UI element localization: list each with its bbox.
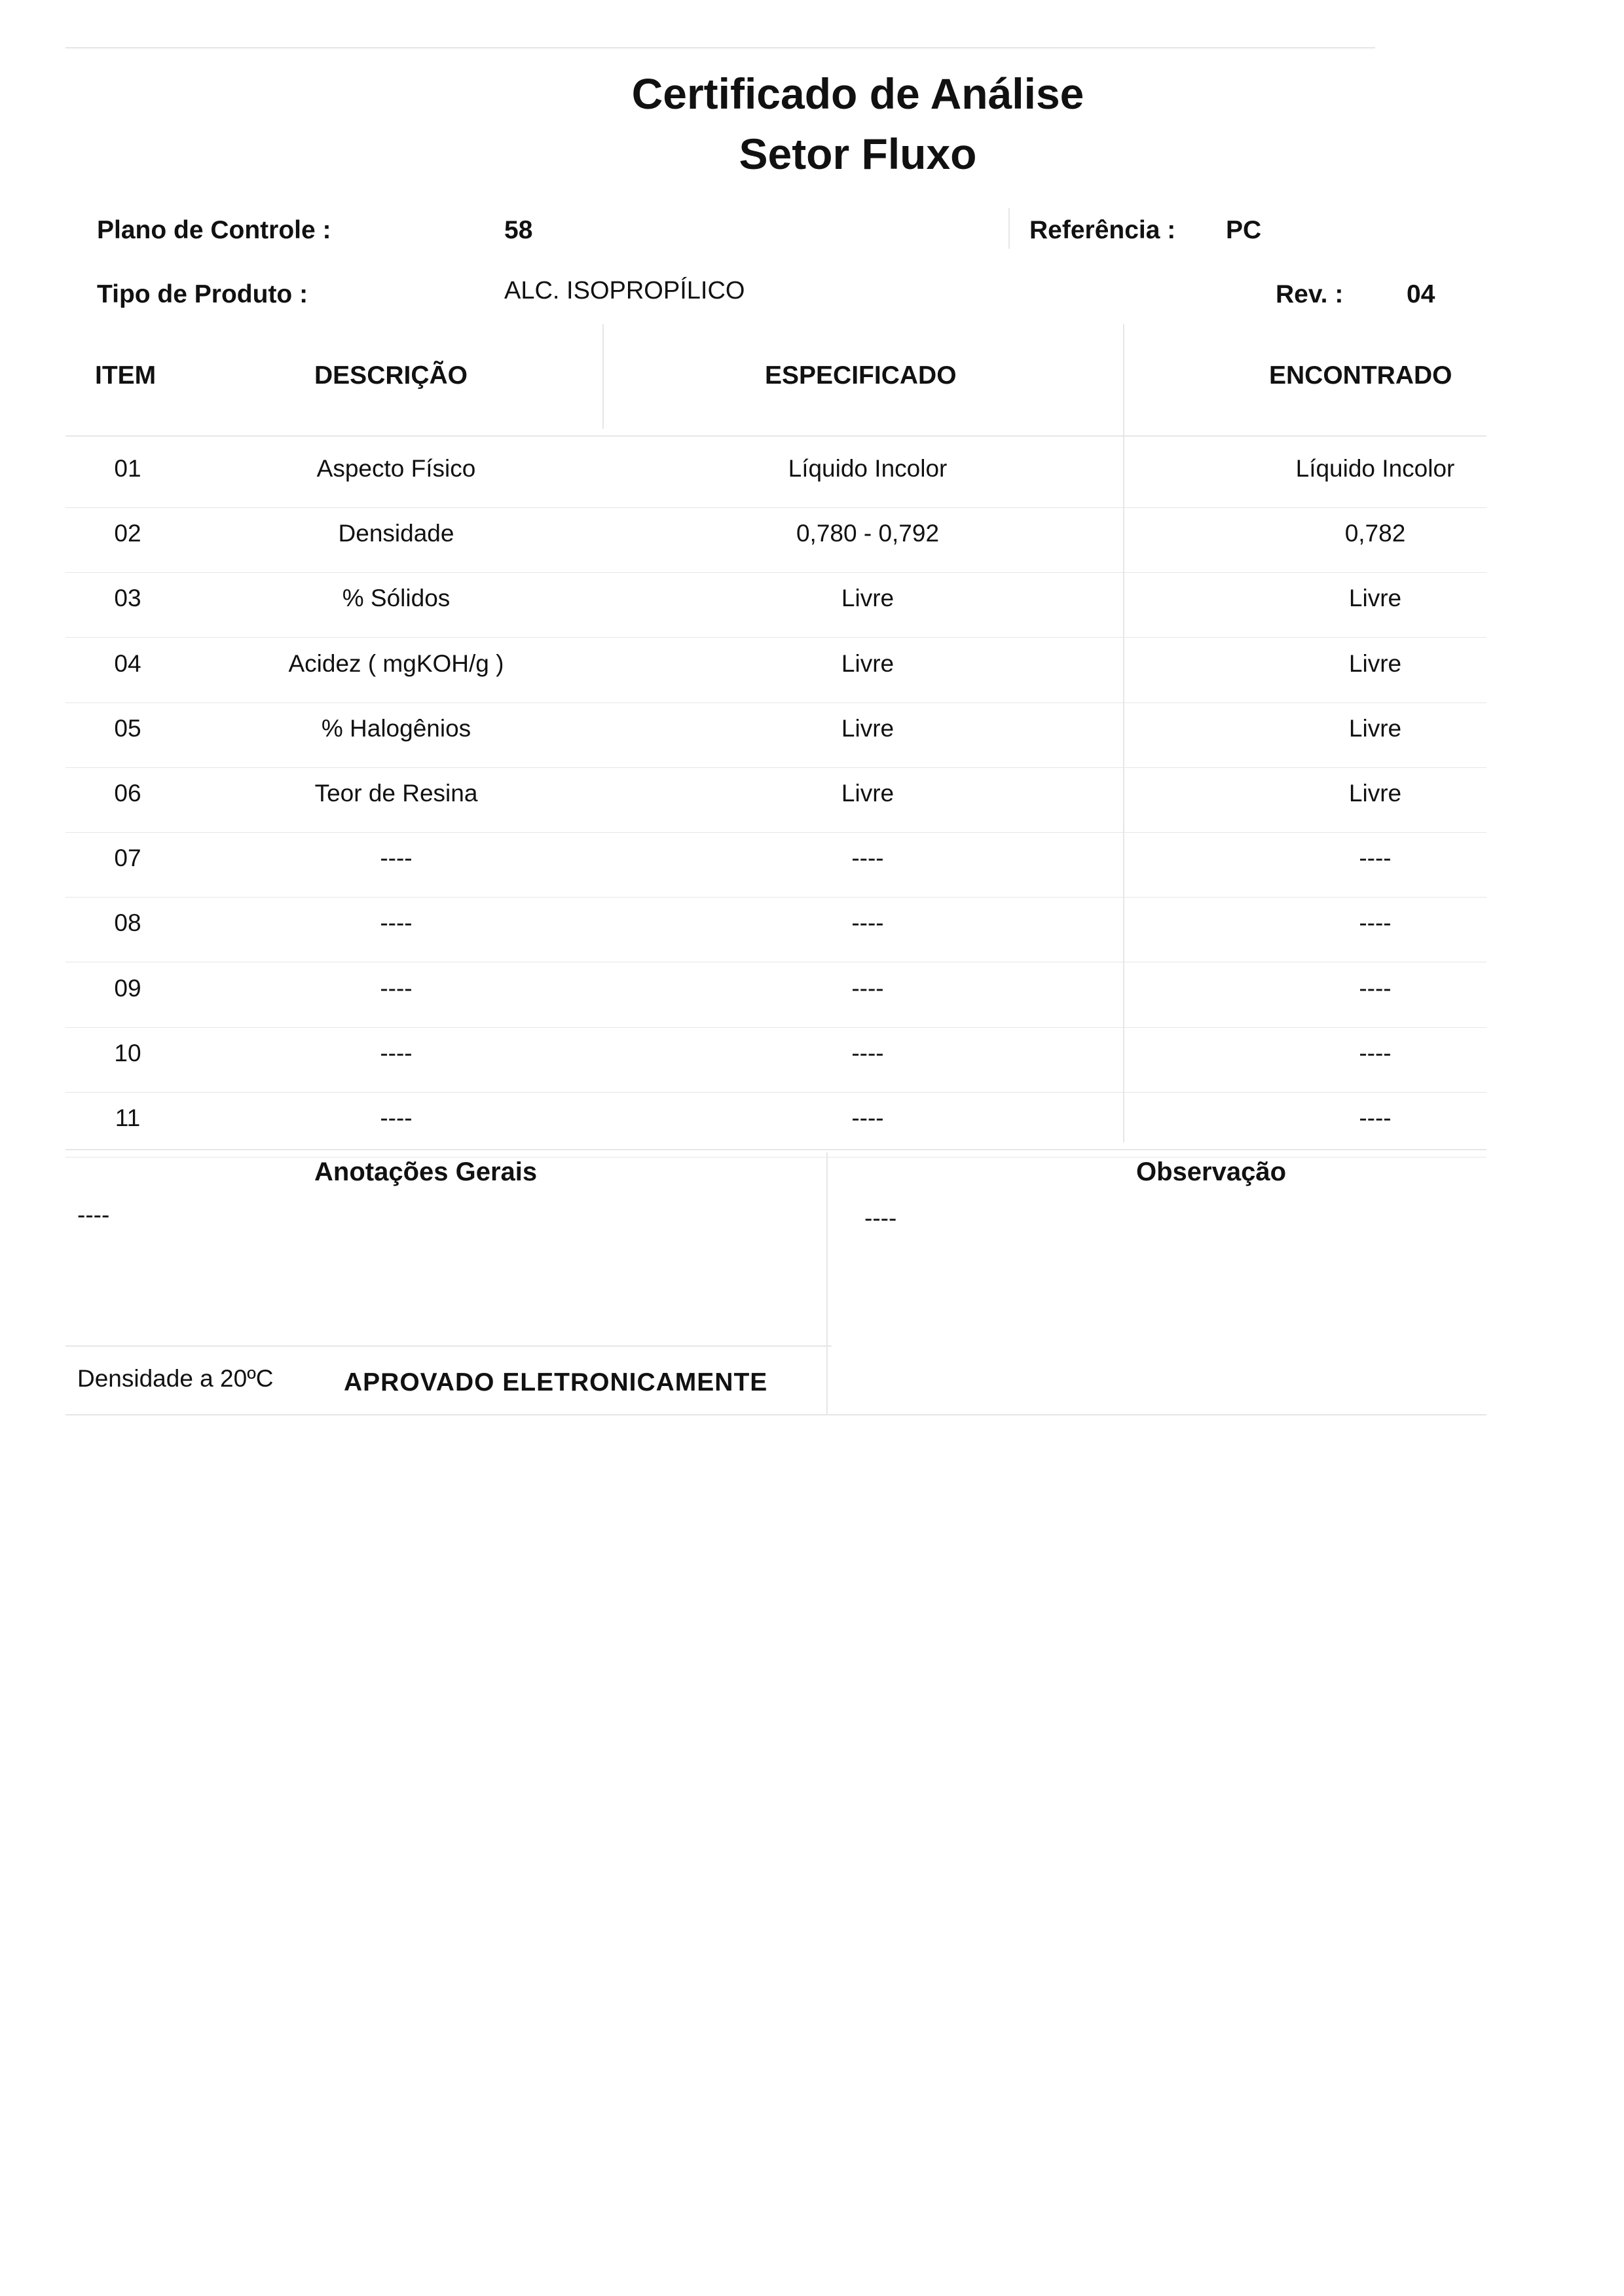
document-title: Certificado de Análise (631, 69, 1084, 118)
cell-encontrado: Livre (1348, 714, 1402, 742)
observacao-label: Observação (1136, 1157, 1287, 1186)
rev-label: Rev. : (1276, 280, 1344, 308)
cell-especificado: 0,780 - 0,792 (796, 520, 940, 547)
divider (65, 1345, 832, 1347)
cell-encontrado: Livre (1348, 585, 1402, 612)
row-divider (65, 637, 1486, 638)
column-header-encontrado: ENCONTRADO (1269, 361, 1452, 390)
divider (65, 1149, 1486, 1150)
observacao-value: ---- (864, 1205, 897, 1231)
cell-item: 07 (114, 845, 141, 872)
footer-note: Densidade a 20ºC (77, 1365, 274, 1392)
referencia-label: Referência : (1029, 216, 1176, 244)
plano-value: 58 (504, 216, 533, 244)
cell-especificado: Livre (841, 649, 895, 677)
referencia-value: PC (1226, 216, 1262, 244)
cell-item: 08 (114, 909, 141, 937)
cell-especificado: Livre (841, 585, 895, 612)
cell-descricao: % Sólidos (342, 585, 451, 612)
row-divider (65, 767, 1486, 768)
cell-encontrado: ---- (1359, 845, 1392, 872)
cell-encontrado: Livre (1348, 780, 1402, 807)
rev-value: 04 (1407, 280, 1435, 308)
cell-item: 06 (114, 780, 141, 807)
tipo-label: Tipo de Produto : (97, 280, 308, 308)
cell-item: 01 (114, 455, 141, 482)
cell-descricao: Acidez ( mgKOH/g ) (288, 649, 504, 677)
cell-encontrado: 0,782 (1344, 520, 1406, 547)
cell-especificado: ---- (851, 1039, 884, 1066)
cell-descricao: ---- (380, 974, 413, 1002)
approval-stamp: APROVADO ELETRONICAMENTE (344, 1368, 768, 1396)
cell-descricao: ---- (380, 1104, 413, 1131)
cell-item: 09 (114, 974, 141, 1002)
divider (1008, 208, 1010, 249)
cell-descricao: ---- (380, 1039, 413, 1066)
cell-descricao: ---- (380, 845, 413, 872)
cell-especificado: ---- (851, 974, 884, 1002)
divider (65, 1414, 1486, 1415)
plano-label: Plano de Controle : (97, 216, 331, 244)
divider (65, 435, 1486, 437)
cell-item: 02 (114, 520, 141, 547)
cell-descricao: Teor de Resina (314, 780, 478, 807)
cell-encontrado: ---- (1359, 1039, 1392, 1066)
cell-encontrado: Líquido Incolor (1295, 455, 1455, 482)
anotacoes-label: Anotações Gerais (314, 1157, 538, 1186)
cell-especificado: ---- (851, 1104, 884, 1131)
column-header-descricao: DESCRIÇÃO (314, 361, 468, 390)
cell-descricao: % Halogênios (321, 714, 471, 742)
cell-item: 05 (114, 714, 141, 742)
row-divider (65, 702, 1486, 703)
cell-encontrado: Livre (1348, 649, 1402, 677)
cell-encontrado: ---- (1359, 909, 1392, 937)
column-header-item: ITEM (95, 361, 157, 390)
cell-item: 03 (114, 585, 141, 612)
cell-descricao: ---- (380, 909, 413, 937)
cell-especificado: Livre (841, 714, 895, 742)
cell-encontrado: ---- (1359, 974, 1392, 1002)
row-divider (65, 1027, 1486, 1028)
cell-especificado: Líquido Incolor (788, 455, 948, 482)
row-divider (65, 832, 1486, 833)
cell-especificado: ---- (851, 845, 884, 872)
cell-item: 04 (114, 649, 141, 677)
cell-descricao: Aspecto Físico (316, 455, 476, 482)
tipo-value: ALC. ISOPROPÍLICO (504, 277, 745, 304)
row-divider (65, 507, 1486, 508)
divider (602, 324, 604, 429)
divider (1123, 324, 1124, 1142)
cell-item: 11 (115, 1104, 141, 1131)
divider (826, 1152, 828, 1414)
cell-encontrado: ---- (1359, 1104, 1392, 1131)
row-divider (65, 572, 1486, 573)
document-subtitle: Setor Fluxo (739, 130, 977, 178)
cell-especificado: ---- (851, 909, 884, 937)
cell-item: 10 (114, 1039, 141, 1066)
cell-especificado: Livre (841, 780, 895, 807)
column-header-especificado: ESPECIFICADO (765, 361, 957, 390)
cell-descricao: Densidade (338, 520, 454, 547)
row-divider (65, 897, 1486, 898)
divider (65, 47, 1375, 48)
row-divider (65, 1092, 1486, 1093)
anotacoes-value: ---- (77, 1201, 110, 1228)
